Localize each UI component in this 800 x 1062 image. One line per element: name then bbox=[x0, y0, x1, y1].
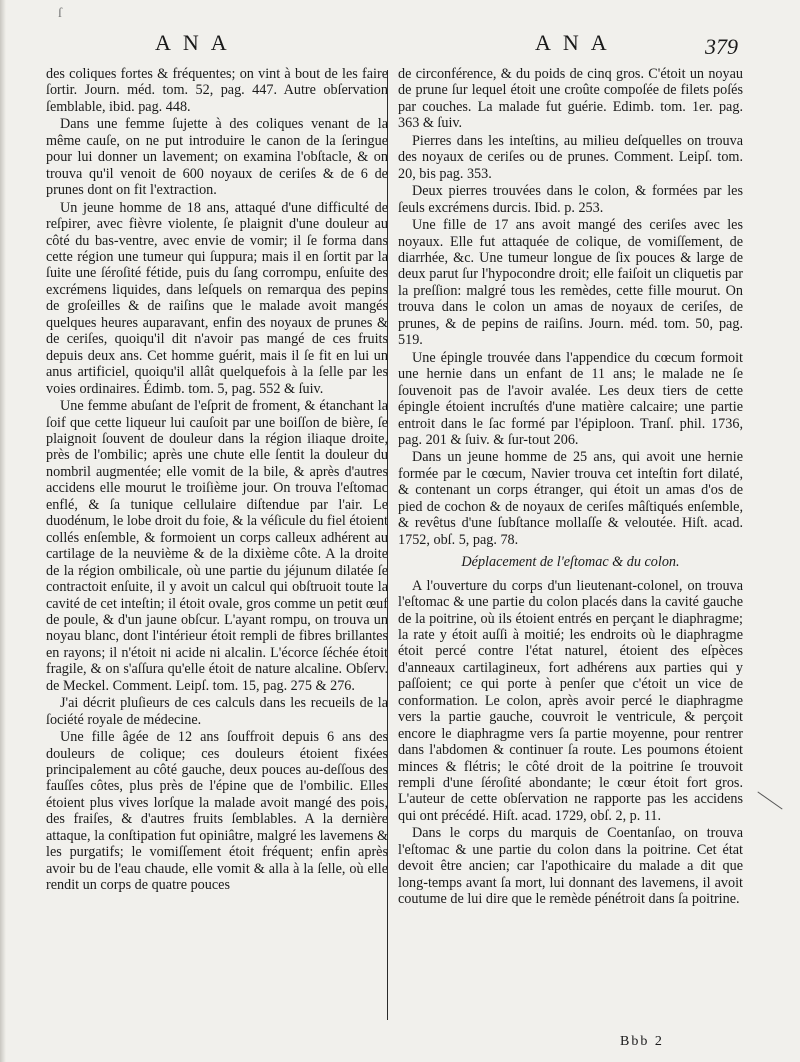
running-header bbox=[0, 30, 800, 60]
header-right-word: ANA bbox=[535, 30, 619, 55]
paragraph: J'ai décrit pluſieurs de ces calculs dans les recueils de la ſociété royale de médecine. bbox=[46, 695, 388, 728]
header-left-word: ANA bbox=[155, 30, 239, 55]
paragraph: des coliques fortes & fréquentes; on vint à bout de les faire ſortir. Journ. méd. tom. 52, pag. 447. Autre obſervation ſemblable, ibid. pag. 448. bbox=[46, 66, 388, 115]
paragraph: Une fille âgée de 12 ans ſouffroit depuis 6 ans des douleurs de colique; ces douleurs étoient fixées principalement au côté gauche, deux pouces au-deſſous des fauſſes côtes, plus près de l'épine que de l'ombilic. Elles étoient plus vives lorſque la malade avoit mangé des pois, des fraiſes, & d'autres fruits ſemblables. A la dernière attaque, la conſtipation fut opiniâtre, malgré les lavemens & les purgatifs; le vomiſſement étoit fréquent; enfin après avoir bu de l'eau chaude, elle vomit & alla à la ſelle, où elle rendit un corps de quatre pouces bbox=[46, 729, 388, 894]
paragraph: Dans le corps du marquis de Coentanſao, on trouva l'eſtomac & une partie du colon dans la poitrine. Cet état devoit être ancien; car l'apothicaire du malade a dit que long-temps avant ſa mort, lui donnant des lavemens, il avoit coutume de lui dire que le remède pénétroit dans ſa poitrine. bbox=[398, 825, 743, 908]
paragraph: Deux pierres trouvées dans le colon, & formées par les ſeuls excrémens durcis. Ibid. p. 253. bbox=[398, 183, 743, 216]
paragraph: Une fille de 17 ans avoit mangé des ceriſes avec les noyaux. Elle fut attaquée de colique, de vomiſſement, de diarrhée, &c. Une tumeur longue de ſix pouces & large de deux parut ſur l'hypocondre droit; elle faiſoit un cliquetis par la preſſion: malgré tous les remèdes, cette fille mourut. On trouva dans le colon un amas de noyaux de ceriſes, de prunes, & de pepins de raiſins. Journ. méd. tom. 50, pag. 519. bbox=[398, 217, 743, 349]
right-column bbox=[398, 66, 743, 909]
section-title: Déplacement de l'eſtomac & du colon. bbox=[461, 554, 680, 571]
paragraph: Un jeune homme de 18 ans, attaqué d'une difficulté de reſpirer, avec fièvre violente, ſe plaignit d'une douleur au côté du bas-ventre, avec envie de vomir; il ſe forma dans cette région une tumeur qui ſuppura; mais il en ſortit par la ſuite une ſéroſité fétide, puis du ſang corrompu, enſuite des excrémens liquides, dans leſquels on remarqua des pepins de groſeilles & de raiſins que le malade avoit mangés quelques heures auparavant, enfin des noyaux de prunes & de ceriſes, quoiqu'il dit n'avoir pas mangé de ces fruits depuis deux ans. Cet homme guérit, mais il ſe fit en lui un anus artificiel, quoiqu'il allât quelquefois à la ſelle par les voies ordinaires. Édimb. tom. 5, pag. 552 & ſuiv. bbox=[46, 199, 388, 397]
paragraph: Une épingle trouvée dans l'appendice du cœcum formoit une hernie dans un enfant de 11 ans; le malade ne ſe ſouvenoit pas de l'avoir avalée. Les deux tiers de cette épingle étoient incruſtés d'une matière calcaire; une partie entroit dans le ſac formé par l'épiploon. Tranſ. phil. 1736, pag. 201 & ſuiv. & ſur-tout 206. bbox=[398, 349, 743, 448]
paragraph: Dans une femme ſujette à des coliques venant de la même cauſe, on ne put introduire le canon de la ſeringue pour lui donner un lavement; on examina l'obſtacle, & on trouva qu'il venoit de 600 noyaux de ceriſes & de 6 de prunes dont on fit l'extraction. bbox=[46, 116, 388, 199]
page-edge bbox=[0, 0, 6, 1062]
paragraph: Dans un jeune homme de 25 ans, qui avoit une hernie formée par le cœcum, Navier trouva cet inteſtin fort dilaté, & contenant un corps étranger, qui étoit un amas d'os de pied de cochon & de noyaux de ceriſes mâſtiqués enſemble, & revêtus d'une ſubſtance mollaſſe & veloutée. Hiſt. acad. 1752, obſ. 5, pag. 78. bbox=[398, 449, 743, 548]
signature-mark: Bbb 2 bbox=[620, 1034, 664, 1049]
margin-pencil-mark bbox=[757, 791, 782, 809]
corner-mark: ſ bbox=[58, 6, 62, 21]
paragraph: Pierres dans les inteſtins, au milieu deſquelles on trouva des noyaux de ceriſes ou de prunes. Comment. Leipſ. tom. 20, bis pag. 353. bbox=[398, 132, 743, 182]
page-number: 379 bbox=[705, 34, 738, 59]
left-column bbox=[46, 66, 388, 895]
paragraph: A l'ouverture du corps d'un lieutenant-colonel, on trouva l'eſtomac & une partie du colon placés dans la cavité gauche de la poitrine, où ils étoient entrés en perçant le diaphragme; la rate y étoit auſſi à moitié; les endroits où le diaphragme étoit percé contre l'état naturel, étoient des eſpèces d'anneaux cartilagineux, fort adhérens aux parties qui y paſſoient; ce qui porte à penſer que c'étoit un vice de conformation. Le colon, après avoir percé le diaphragme vers la partie gauche, couvroit le ventricule, & perçoit encore le diaphragme vers ſa partie moyenne, pour rentrer dans l'abdomen & continuer ſa route. Les poumons étoient minces & flétris; le côté droit de la poitrine ſe trouvoit rempli d'une ſéroſité abondante; le cœur étoit fort gros. L'auteur de cette obſervation ne rapporte pas les accidens qui ont précédé. Hiſt. acad. 1729, obſ. 2, p. 11. bbox=[398, 577, 743, 824]
paragraph: de circonférence, & du poids de cinq gros. C'étoit un noyau de prune ſur lequel étoit une croûte compoſée de filets poſés par couches. La malade fut guérie. Edimb. tom. 1er. pag. 363 & ſuiv. bbox=[398, 66, 743, 132]
paragraph: Une femme abuſant de l'eſprit de froment, & étanchant la ſoif que cette liqueur lui cauſoit par une boiſſon de bière, ſe plaignoit ſouvent de douleur dans la région iliaque droite, près de l'ombilic; après une chute elle ſentit la douleur du nombril augmentée; elle vomit de la bile, & après d'autres accidens elle mourut le troiſième jour. On trouva l'eſtomac enflé, & ſa tunique cellulaire diſtendue par l'air. Le duodénum, le lobe droit du foie, & la véſicule du fiel étoient collés enſemble, & formoient un corps calleux adhérent au cartilage de la neuvième & de la dixième côte. A la droite de la région ombilicale, où une partie du jéjunum dilatée ſe contractoit enſuite, il y avoit un calcul qui obſtruoit toute la cavité de cet inteſtin; il étoit ovale, gros comme un petit œuf de poule, & d'un jaune obſcur. L'ayant rompu, on trouva un noyau blanc, dont l'intérieur étoit rempli de fibres brillantes en rayons; il n'étoit ni acide ni alcalin. L'écorce ſéchée étoit fragile, & on s'aſſura qu'elle étoit de nature alcaline. Obſerv. de Meckel. Comment. Leipſ. tom. 15, pag. 275 & 276. bbox=[46, 398, 388, 694]
